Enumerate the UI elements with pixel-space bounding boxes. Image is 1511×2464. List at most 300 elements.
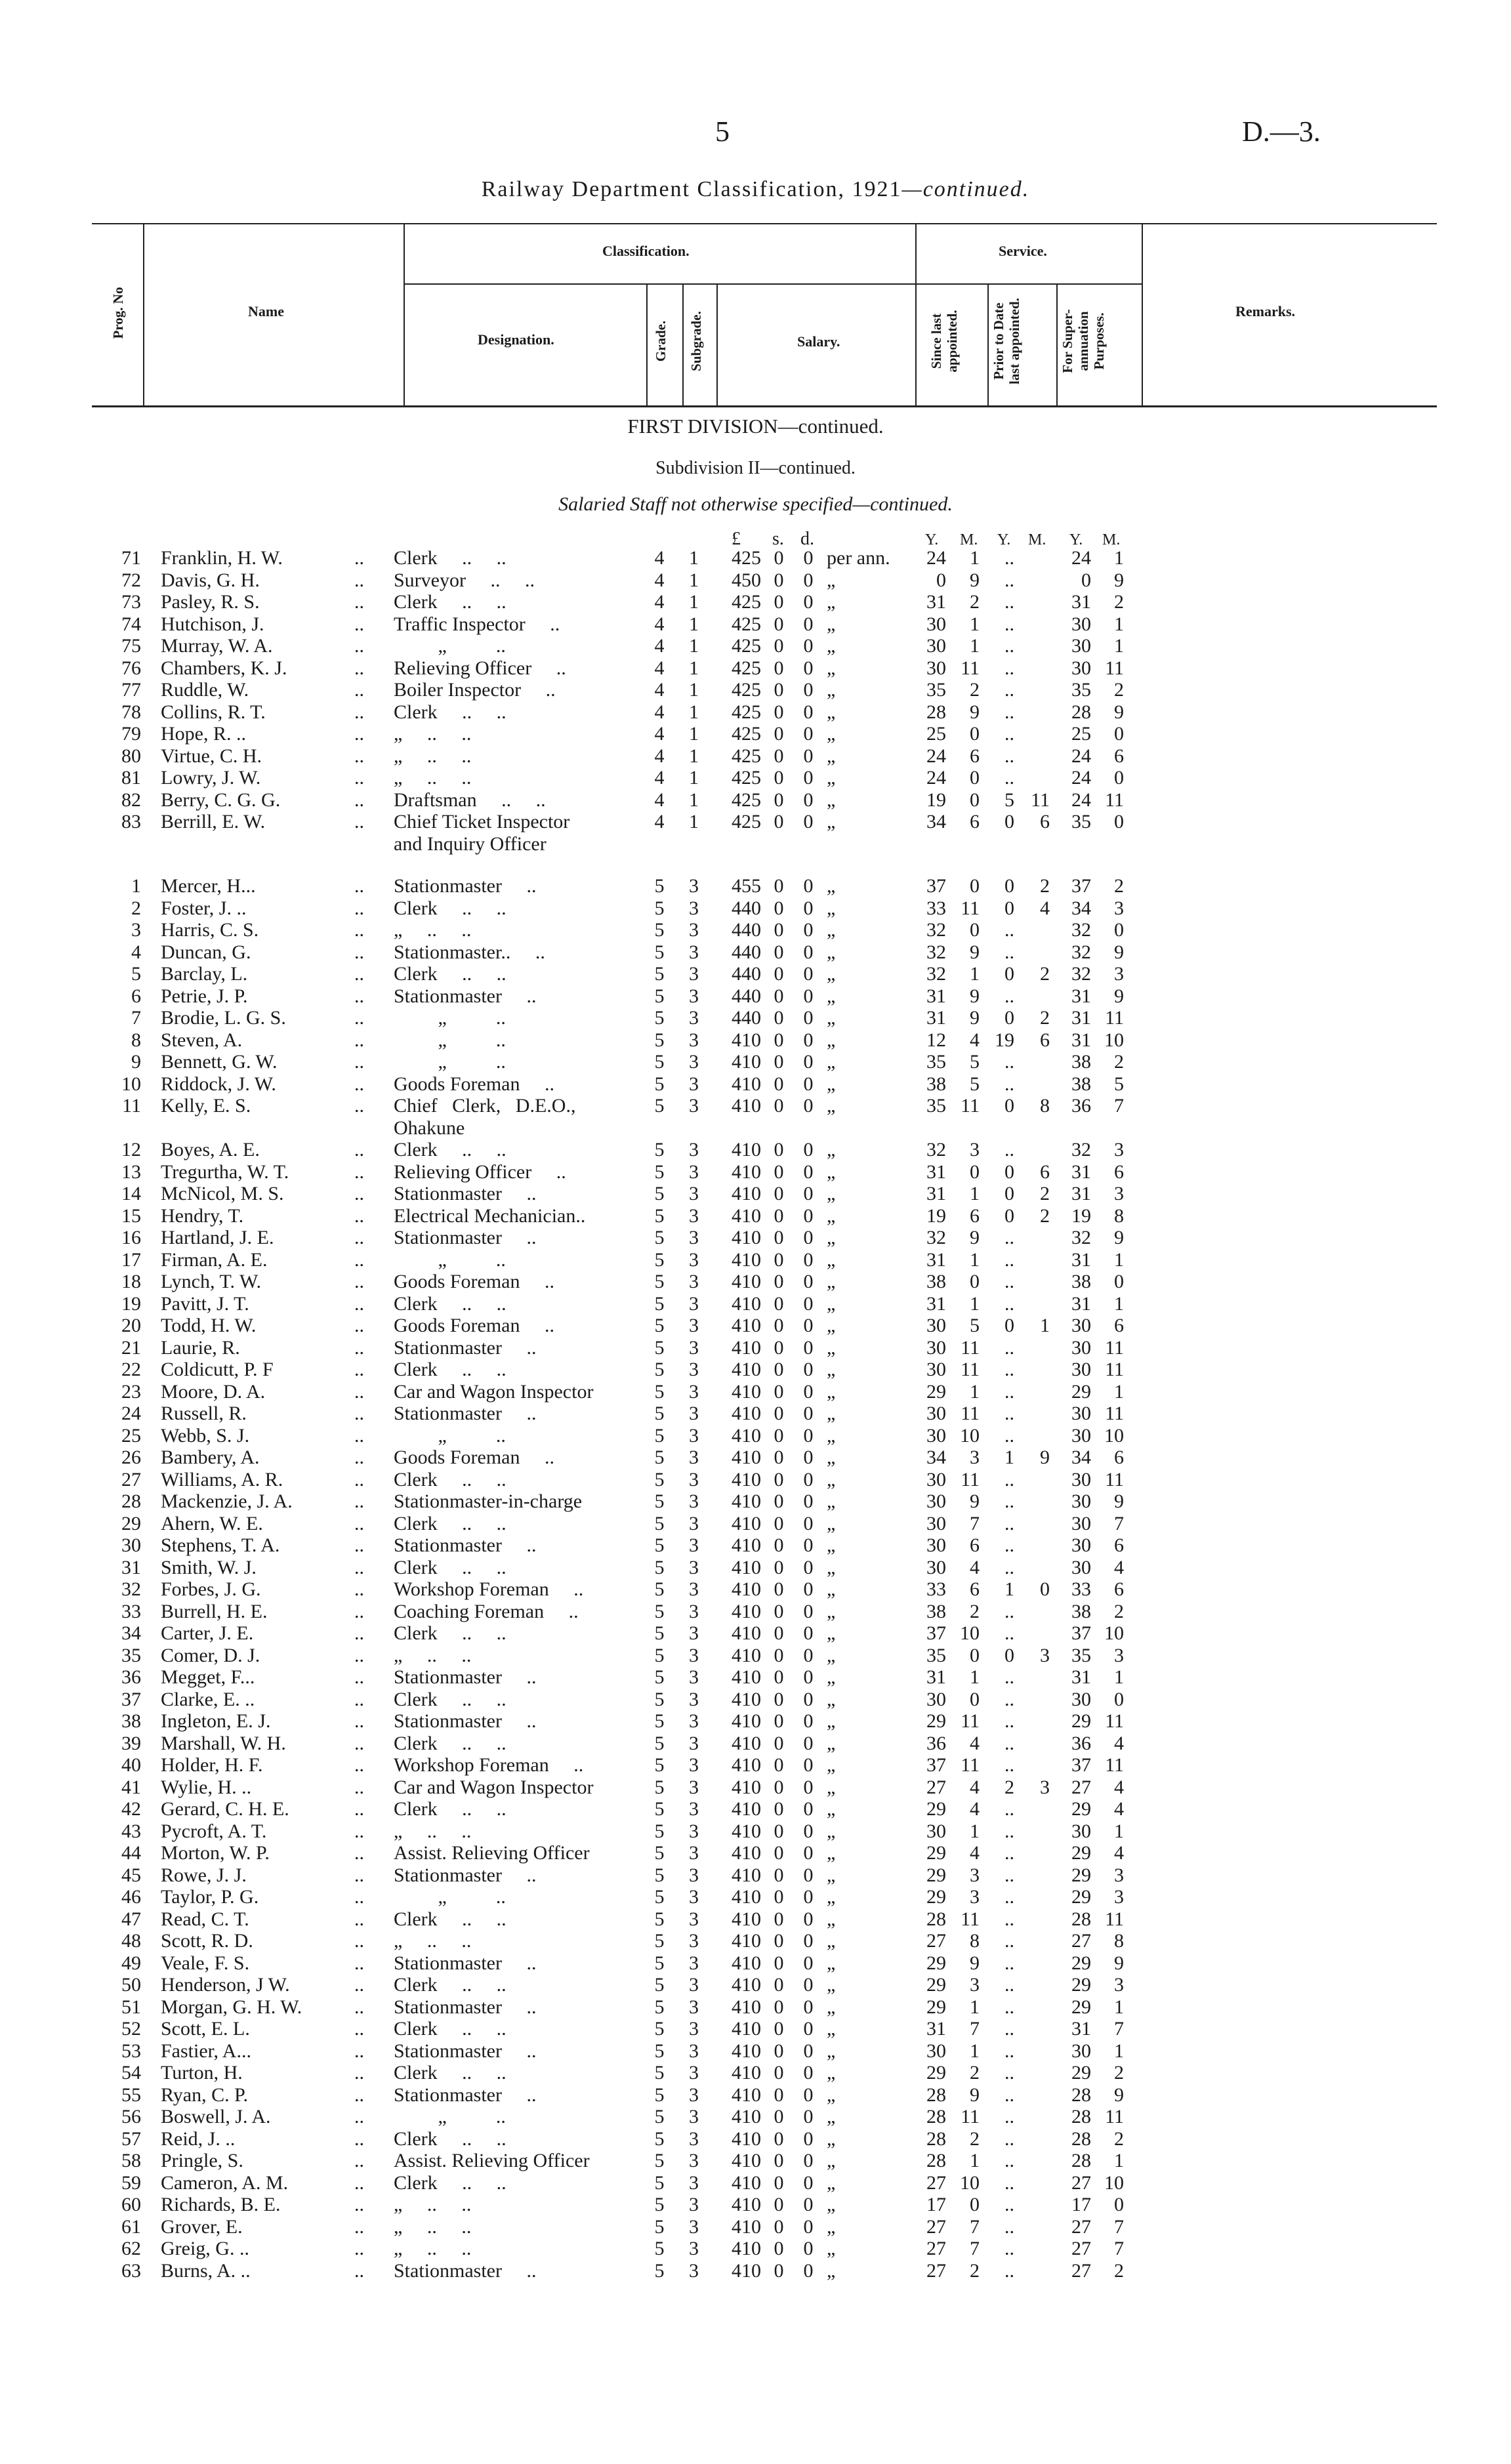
cell-sm: 1 — [970, 635, 980, 657]
cell-des: Chief Clerk, D.E.O., — [394, 1095, 576, 1117]
cell-sm: 2 — [970, 2127, 980, 2150]
cell-sg: 1 — [689, 569, 699, 591]
cell-no: 76 — [121, 657, 141, 679]
table-row — [0, 1864, 1511, 1886]
cell-des: Clerk .. .. — [394, 1688, 507, 1710]
cell-per: „ — [827, 1754, 836, 1776]
cell-name: Scott, E. L. — [161, 2018, 250, 2040]
cell-sm: 0 — [970, 789, 980, 811]
cell-py: .. — [1004, 1248, 1014, 1271]
cell-tm: 1 — [1114, 1996, 1124, 2018]
cell-py: .. — [1004, 1930, 1014, 1952]
cell-d: 0 — [803, 1710, 814, 1732]
cell-gr: 5 — [654, 1468, 665, 1490]
cell-sal: 410 — [732, 1095, 761, 1117]
cell-sm: 1 — [970, 963, 980, 985]
cell-name: Todd, H. W. — [161, 1315, 257, 1336]
cell-sg: 3 — [689, 2062, 699, 2084]
cell-tm: 9 — [1114, 701, 1124, 723]
cell-per: „ — [827, 1051, 836, 1073]
unit-pound: £ — [732, 529, 741, 549]
cell-gr: 5 — [654, 1139, 665, 1160]
cell-sy: 35 — [926, 1644, 946, 1666]
cell-sm: 9 — [970, 1952, 980, 1974]
cell-no: 71 — [121, 547, 141, 569]
cell-no: 20 — [121, 1315, 141, 1336]
cell-no: 16 — [121, 1227, 141, 1248]
table-row — [0, 789, 1511, 811]
cell-gr: 4 — [654, 569, 665, 591]
cell-gr: 5 — [654, 1908, 665, 1930]
cell-ty: 27 — [1071, 2259, 1091, 2282]
cell-sm: 7 — [970, 1512, 980, 1534]
cell-des: Goods Foreman .. — [394, 1315, 554, 1336]
cell-d: 0 — [803, 1336, 814, 1359]
table-row — [0, 1469, 1511, 1490]
header-vline — [915, 223, 917, 407]
cell-sal: 410 — [732, 1204, 761, 1227]
cell-s: 0 — [774, 1798, 784, 1820]
cell-sg: 3 — [689, 1776, 699, 1798]
cell-sy: 37 — [926, 875, 946, 897]
cell-sg: 3 — [689, 2215, 699, 2238]
cell-d1: .. — [354, 2040, 364, 2062]
cell-sm: 10 — [960, 1622, 980, 1644]
cell-des: „ .. — [394, 1051, 506, 1073]
cell-d: 0 — [803, 1359, 814, 1380]
cell-sm: 1 — [970, 1820, 980, 1842]
cell-tm: 11 — [1105, 1359, 1124, 1380]
cell-pm: 6 — [1040, 1029, 1050, 1051]
cell-d: 0 — [803, 1183, 814, 1204]
cell-no: 3 — [131, 919, 141, 941]
cell-sg: 3 — [689, 1468, 699, 1490]
cell-py: .. — [1004, 1820, 1014, 1842]
cell-sm: 1 — [970, 1183, 980, 1204]
cell-ty: 31 — [1071, 1160, 1091, 1183]
cell-per: „ — [827, 1930, 836, 1952]
cell-sg: 3 — [689, 1512, 699, 1534]
cell-des: „ .. .. — [394, 745, 472, 767]
cell-py: .. — [1004, 701, 1014, 723]
cell-des: Car and Wagon Inspector — [394, 1776, 594, 1798]
cell-per: „ — [827, 2106, 836, 2127]
cell-sg: 3 — [689, 2259, 699, 2282]
cell-name: Pasley, R. S. — [161, 591, 260, 613]
cell-s: 0 — [774, 1688, 784, 1710]
cell-name: Pavitt, J. T. — [161, 1292, 249, 1315]
cell-des: and Inquiry Officer — [394, 832, 547, 855]
cell-name: Boswell, J. A. — [161, 2106, 271, 2127]
cell-per: „ — [827, 1403, 836, 1424]
cell-sg: 1 — [689, 679, 699, 701]
table-row — [0, 2238, 1511, 2259]
cell-des: „ .. .. — [394, 1644, 472, 1666]
cell-sal: 425 — [732, 723, 761, 745]
cell-sg: 3 — [689, 1842, 699, 1864]
cell-ty: 30 — [1071, 1534, 1091, 1556]
cell-no: 27 — [121, 1468, 141, 1490]
table-row — [0, 1183, 1511, 1204]
cell-d: 0 — [803, 1908, 814, 1930]
table-row — [0, 547, 1511, 569]
cell-tm: 4 — [1114, 1842, 1124, 1864]
cell-d1: .. — [354, 1864, 364, 1886]
cell-d1: .. — [354, 635, 364, 657]
cell-pm: 8 — [1040, 1095, 1050, 1117]
cell-ty: 29 — [1071, 1886, 1091, 1908]
cell-no: 26 — [121, 1447, 141, 1468]
cell-tm: 11 — [1105, 1754, 1124, 1776]
cell-d: 0 — [803, 1160, 814, 1183]
cell-name: Petrie, J. P. — [161, 985, 248, 1007]
cell-name: Duncan, G. — [161, 941, 251, 963]
cell-sg: 3 — [689, 1403, 699, 1424]
cell-des: „ .. .. — [394, 1930, 472, 1952]
cell-name: Berrill, E. W. — [161, 811, 266, 832]
cell-py: .. — [1004, 985, 1014, 1007]
cell-sal: 425 — [732, 789, 761, 811]
cell-no: 8 — [131, 1029, 141, 1051]
cell-sy: 28 — [926, 2150, 946, 2171]
cell-d: 0 — [803, 1029, 814, 1051]
table-row — [0, 767, 1511, 789]
unit-years-super: Y. — [1069, 531, 1083, 548]
cell-sm: 9 — [970, 1007, 980, 1029]
cell-d: 0 — [803, 1204, 814, 1227]
cell-tm: 0 — [1114, 1271, 1124, 1292]
cell-s: 0 — [774, 1556, 784, 1578]
cell-ty: 29 — [1071, 1952, 1091, 1974]
cell-d: 0 — [803, 591, 814, 613]
cell-name: Wylie, H. .. — [161, 1776, 252, 1798]
cell-ty: 29 — [1071, 1380, 1091, 1403]
cell-ty: 29 — [1071, 2062, 1091, 2084]
cell-sm: 1 — [970, 1248, 980, 1271]
cell-d1: .. — [354, 1447, 364, 1468]
cell-s: 0 — [774, 1864, 784, 1886]
cell-d: 0 — [803, 2106, 814, 2127]
cell-d1: .. — [354, 1380, 364, 1403]
table-row — [0, 1381, 1511, 1403]
cell-sal: 410 — [732, 2106, 761, 2127]
cell-d1: .. — [354, 1534, 364, 1556]
cell-gr: 5 — [654, 1644, 665, 1666]
cell-sy: 24 — [926, 547, 946, 569]
cell-name: Barclay, L. — [161, 963, 248, 985]
cell-gr: 5 — [654, 1490, 665, 1512]
table-row — [0, 2260, 1511, 2282]
cell-sg: 1 — [689, 591, 699, 613]
cell-d: 0 — [803, 1930, 814, 1952]
cell-name: Virtue, C. H. — [161, 745, 262, 767]
cell-ty: 37 — [1071, 875, 1091, 897]
cell-per: „ — [827, 1160, 836, 1183]
cell-gr: 5 — [654, 1073, 665, 1095]
cell-no: 77 — [121, 679, 141, 701]
cell-des: „ .. .. — [394, 2215, 472, 2238]
cell-sal: 410 — [732, 1930, 761, 1952]
cell-no: 39 — [121, 1732, 141, 1754]
cell-s: 0 — [774, 963, 784, 985]
cell-tm: 9 — [1114, 2084, 1124, 2106]
cell-name: Morgan, G. H. W. — [161, 1996, 302, 2018]
cell-name: Scott, R. D. — [161, 1930, 253, 1952]
cell-tm: 2 — [1114, 2259, 1124, 2282]
cell-gr: 5 — [654, 1996, 665, 2018]
cell-ty: 30 — [1071, 1820, 1091, 1842]
header-vline — [404, 223, 405, 407]
cell-sg: 3 — [689, 1315, 699, 1336]
cell-d1: .. — [354, 1468, 364, 1490]
cell-gr: 5 — [654, 875, 665, 897]
cell-name: Pycroft, A. T. — [161, 1820, 267, 1842]
cell-py: .. — [1004, 1556, 1014, 1578]
cell-pm: 3 — [1040, 1776, 1050, 1798]
cell-sy: 32 — [926, 963, 946, 985]
cell-sy: 31 — [926, 1292, 946, 1315]
cell-name: Hendry, T. — [161, 1204, 244, 1227]
cell-des: „ .. — [394, 2106, 506, 2127]
cell-per: per ann. — [827, 547, 890, 569]
cell-d: 0 — [803, 1600, 814, 1622]
cell-per: „ — [827, 2040, 836, 2062]
cell-d1: .. — [354, 1095, 364, 1117]
cell-ty: 28 — [1071, 701, 1091, 723]
header-remarks: Remarks. — [1235, 303, 1296, 319]
cell-per: „ — [827, 789, 836, 811]
cell-sal: 410 — [732, 2171, 761, 2194]
cell-ty: 31 — [1071, 1183, 1091, 1204]
cell-per: „ — [827, 1710, 836, 1732]
cell-tm: 11 — [1105, 789, 1124, 811]
table-row — [0, 1952, 1511, 1974]
table-row — [0, 1908, 1511, 1930]
cell-d: 0 — [803, 985, 814, 1007]
cell-py: .. — [1004, 1798, 1014, 1820]
cell-d1: .. — [354, 1292, 364, 1315]
cell-s: 0 — [774, 1007, 784, 1029]
table-row — [0, 569, 1511, 591]
cell-sy: 25 — [926, 723, 946, 745]
cell-sm: 2 — [970, 591, 980, 613]
cell-pm: 6 — [1040, 811, 1050, 832]
cell-name: Marshall, W. H. — [161, 1732, 286, 1754]
cell-d: 0 — [803, 2215, 814, 2238]
cell-d: 0 — [803, 1512, 814, 1534]
cell-d1: .. — [354, 2084, 364, 2106]
cell-ty: 31 — [1071, 591, 1091, 613]
cell-d: 0 — [803, 745, 814, 767]
cell-gr: 4 — [654, 789, 665, 811]
cell-no: 33 — [121, 1600, 141, 1622]
cell-per: „ — [827, 1996, 836, 2018]
cell-no: 2 — [131, 897, 141, 919]
cell-name: Bambery, A. — [161, 1447, 260, 1468]
cell-sg: 3 — [689, 1864, 699, 1886]
cell-sal: 410 — [732, 1315, 761, 1336]
table-row — [0, 1403, 1511, 1424]
cell-py: 19 — [995, 1029, 1014, 1051]
table-row — [0, 1447, 1511, 1468]
cell-sg: 3 — [689, 1600, 699, 1622]
cell-tm: 0 — [1114, 811, 1124, 832]
cell-s: 0 — [774, 657, 784, 679]
cell-d1: .. — [354, 1688, 364, 1710]
table-row — [0, 1733, 1511, 1754]
table-row — [0, 1534, 1511, 1556]
cell-sy: 29 — [926, 1842, 946, 1864]
cell-py: 0 — [1004, 1644, 1014, 1666]
cell-sal: 410 — [732, 2018, 761, 2040]
header-subgrade: Subgrade. — [688, 311, 704, 371]
cell-per: „ — [827, 1490, 836, 1512]
cell-sg: 3 — [689, 897, 699, 919]
cell-d1: .. — [354, 1842, 364, 1864]
cell-d1: .. — [354, 591, 364, 613]
cell-sm: 3 — [970, 1974, 980, 1996]
cell-ty: 29 — [1071, 1842, 1091, 1864]
cell-des: Stationmaster .. — [394, 1952, 537, 1974]
cell-ty: 30 — [1071, 1688, 1091, 1710]
cell-per: „ — [827, 897, 836, 919]
cell-d: 0 — [803, 1666, 814, 1688]
cell-sm: 6 — [970, 1204, 980, 1227]
cell-sm: 2 — [970, 2259, 980, 2282]
unit-pence: d. — [800, 529, 814, 549]
cell-s: 0 — [774, 789, 784, 811]
cell-ty: 30 — [1071, 657, 1091, 679]
cell-s: 0 — [774, 1776, 784, 1798]
cell-per: „ — [827, 1095, 836, 1117]
cell-des: Clerk .. .. — [394, 2062, 507, 2084]
cell-sal: 410 — [732, 1227, 761, 1248]
cell-no: 17 — [121, 1248, 141, 1271]
cell-sg: 3 — [689, 2127, 699, 2150]
cell-sm: 4 — [970, 1842, 980, 1864]
unit-shillings: s. — [772, 529, 784, 549]
cell-no: 80 — [121, 745, 141, 767]
cell-per: „ — [827, 1820, 836, 1842]
table-row — [0, 1161, 1511, 1183]
cell-sy: 30 — [926, 657, 946, 679]
cell-d1: .. — [354, 1732, 364, 1754]
cell-gr: 5 — [654, 1842, 665, 1864]
cell-sm: 10 — [960, 2171, 980, 2194]
table-row — [0, 1249, 1511, 1271]
table-row — [0, 1754, 1511, 1776]
cell-s: 0 — [774, 2084, 784, 2106]
cell-name: Veale, F. S. — [161, 1952, 250, 1974]
cell-sg: 3 — [689, 1248, 699, 1271]
cell-tm: 11 — [1105, 1007, 1124, 1029]
cell-d: 0 — [803, 547, 814, 569]
cell-d1: .. — [354, 1512, 364, 1534]
cell-sm: 4 — [970, 1556, 980, 1578]
cell-ty: 33 — [1071, 1578, 1091, 1600]
cell-tm: 0 — [1114, 1688, 1124, 1710]
cell-py: .. — [1004, 657, 1014, 679]
cell-ty: 34 — [1071, 1447, 1091, 1468]
cell-no: 38 — [121, 1710, 141, 1732]
cell-d1: .. — [354, 1183, 364, 1204]
cell-ty: 29 — [1071, 1710, 1091, 1732]
cell-sal: 410 — [732, 1512, 761, 1534]
cell-s: 0 — [774, 1271, 784, 1292]
cell-no: 62 — [121, 2238, 141, 2259]
cell-sy: 30 — [926, 1359, 946, 1380]
cell-des: „ .. .. — [394, 2194, 472, 2215]
cell-sg: 3 — [689, 1622, 699, 1644]
cell-sm: 5 — [970, 1051, 980, 1073]
cell-no: 6 — [131, 985, 141, 1007]
cell-py: .. — [1004, 919, 1014, 941]
cell-ty: 27 — [1071, 1776, 1091, 1798]
cell-name: Pringle, S. — [161, 2150, 243, 2171]
cell-sal: 425 — [732, 745, 761, 767]
cell-per: „ — [827, 1292, 836, 1315]
cell-py: .. — [1004, 635, 1014, 657]
cell-s: 0 — [774, 1029, 784, 1051]
cell-no: 1 — [131, 875, 141, 897]
cell-sy: 24 — [926, 767, 946, 789]
cell-py: .. — [1004, 2238, 1014, 2259]
cell-d1: .. — [354, 745, 364, 767]
cell-sy: 30 — [926, 2040, 946, 2062]
cell-des: „ .. .. — [394, 1820, 472, 1842]
cell-s: 0 — [774, 2259, 784, 2282]
cell-s: 0 — [774, 1644, 784, 1666]
cell-tm: 0 — [1114, 2194, 1124, 2215]
cell-name: Ingleton, E. J. — [161, 1710, 271, 1732]
cell-no: 15 — [121, 1204, 141, 1227]
cell-gr: 4 — [654, 745, 665, 767]
cell-des: Relieving Officer .. — [394, 657, 566, 679]
cell-sg: 3 — [689, 1095, 699, 1117]
cell-sal: 455 — [732, 875, 761, 897]
cell-d: 0 — [803, 2084, 814, 2106]
cell-sm: 4 — [970, 1732, 980, 1754]
cell-ty: 31 — [1071, 985, 1091, 1007]
cell-name: Franklin, H. W. — [161, 547, 283, 569]
cell-d: 0 — [803, 919, 814, 941]
cell-d: 0 — [803, 1292, 814, 1315]
cell-name: Berry, C. G. G. — [161, 789, 281, 811]
cell-s: 0 — [774, 569, 784, 591]
cell-sg: 3 — [689, 1644, 699, 1666]
cell-sal: 410 — [732, 1183, 761, 1204]
cell-name: Ahern, W. E. — [161, 1512, 263, 1534]
cell-s: 0 — [774, 1930, 784, 1952]
cell-s: 0 — [774, 635, 784, 657]
header-grade: Grade. — [653, 320, 669, 362]
cell-sal: 410 — [732, 1732, 761, 1754]
cell-tm: 4 — [1114, 1776, 1124, 1798]
cell-des: Stationmaster .. — [394, 1710, 537, 1732]
cell-gr: 5 — [654, 1710, 665, 1732]
table-row — [0, 1293, 1511, 1315]
cell-per: „ — [827, 2127, 836, 2150]
cell-sy: 35 — [926, 1051, 946, 1073]
cell-des: „ .. .. — [394, 2238, 472, 2259]
cell-s: 0 — [774, 2062, 784, 2084]
cell-sm: 9 — [970, 701, 980, 723]
cell-des: Clerk .. .. — [394, 897, 507, 919]
cell-gr: 5 — [654, 2259, 665, 2282]
cell-d: 0 — [803, 1139, 814, 1160]
cell-sg: 3 — [689, 1292, 699, 1315]
cell-s: 0 — [774, 1996, 784, 2018]
